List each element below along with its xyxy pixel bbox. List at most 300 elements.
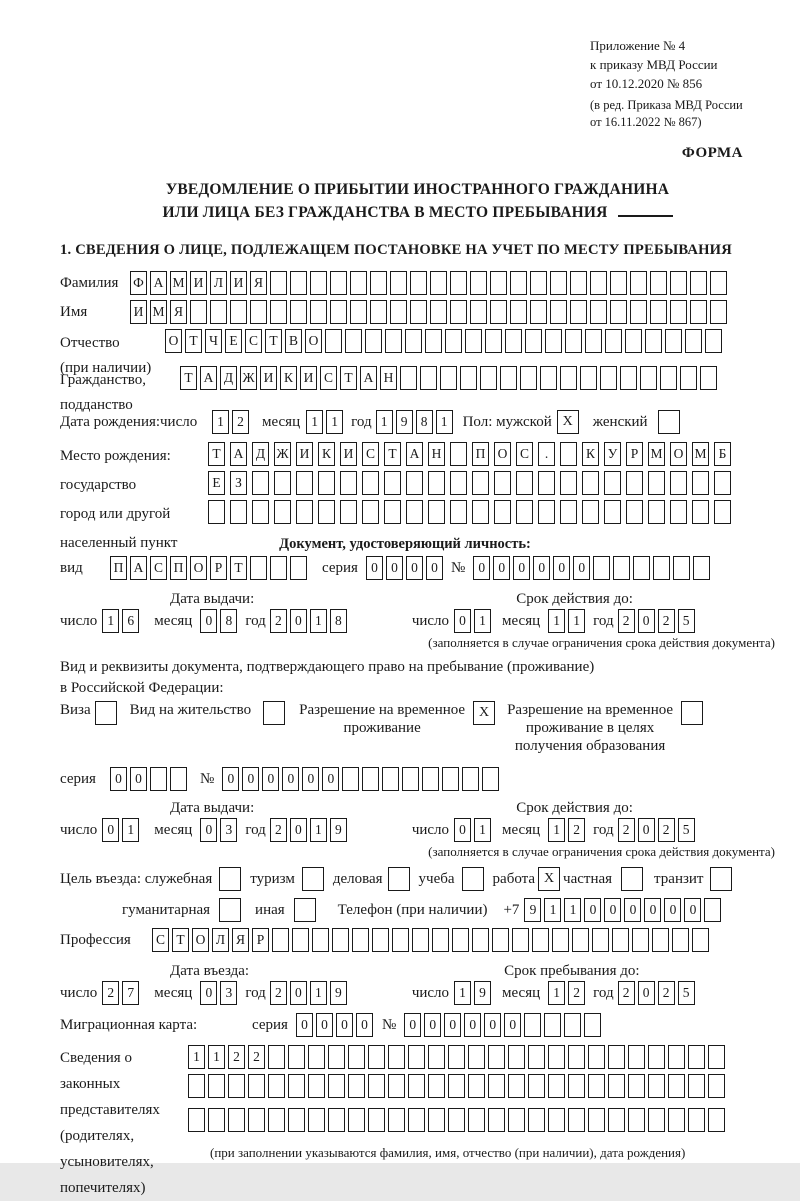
profession-cell[interactable]: С (152, 928, 169, 952)
doc-series-cell[interactable]: 0 (406, 556, 423, 580)
migration-card-series-cell[interactable]: 0 (316, 1013, 333, 1037)
surname-cell[interactable] (670, 271, 687, 295)
surname-cell[interactable] (530, 271, 547, 295)
surname-cell[interactable] (710, 271, 727, 295)
patronymic-cell[interactable] (385, 329, 402, 353)
birthplace-line3-cell[interactable] (516, 500, 533, 524)
citizenship-cell[interactable] (600, 366, 617, 390)
phone-number-cell[interactable]: 0 (624, 898, 641, 922)
migration-card-number-cell[interactable] (584, 1013, 601, 1037)
doc-issue-year-cell[interactable]: 2 (270, 609, 287, 633)
legal-rep-line3-cell[interactable] (668, 1108, 685, 1132)
phone-number-cell[interactable]: 0 (644, 898, 661, 922)
birthplace-line3-cell[interactable] (670, 500, 687, 524)
purpose-other-checkbox[interactable] (294, 898, 316, 922)
legal-rep-line1-cell[interactable] (368, 1045, 385, 1069)
birthplace-line3-cell[interactable] (362, 500, 379, 524)
legal-rep-line1-cell[interactable] (588, 1045, 605, 1069)
birthplace-line1-cell[interactable]: П (472, 442, 489, 466)
firstname-cell[interactable] (310, 300, 327, 324)
legal-rep-line1-cell[interactable] (508, 1045, 525, 1069)
doc-number-cell[interactable]: 0 (553, 556, 570, 580)
birthplace-line3-cell[interactable] (450, 500, 467, 524)
birth-year-cell[interactable]: 1 (376, 410, 393, 434)
patronymic-cell[interactable] (645, 329, 662, 353)
surname-cell[interactable] (570, 271, 587, 295)
patronymic-cell[interactable] (545, 329, 562, 353)
surname-cell[interactable] (390, 271, 407, 295)
residence-issue-day-cell[interactable]: 1 (122, 818, 139, 842)
firstname-cell[interactable] (370, 300, 387, 324)
legal-rep-line3-cell[interactable] (388, 1108, 405, 1132)
legal-rep-line2-cell[interactable] (628, 1074, 645, 1098)
doc-type-cell[interactable]: Р (210, 556, 227, 580)
firstname-cell[interactable] (190, 300, 207, 324)
citizenship-cell[interactable]: К (280, 366, 297, 390)
phone-number-cell[interactable] (704, 898, 721, 922)
birthplace-line3-cell[interactable] (318, 500, 335, 524)
birthplace-line2-cell[interactable] (604, 471, 621, 495)
doc-issue-year-cell[interactable]: 8 (330, 609, 347, 633)
surname-cell[interactable] (550, 271, 567, 295)
migration-card-series-cell[interactable]: 0 (356, 1013, 373, 1037)
migration-card-number-cell[interactable] (564, 1013, 581, 1037)
residence-doc-number-cell[interactable] (402, 767, 419, 791)
doc-type-cell[interactable] (270, 556, 287, 580)
legal-rep-line2-cell[interactable] (388, 1074, 405, 1098)
female-checkbox[interactable] (658, 410, 680, 434)
profession-cell[interactable] (332, 928, 349, 952)
profession-cell[interactable]: Я (232, 928, 249, 952)
birthplace-line2-cell[interactable] (362, 471, 379, 495)
birthplace-line3-cell[interactable] (208, 500, 225, 524)
doc-number-cell[interactable] (593, 556, 610, 580)
legal-rep-line3-cell[interactable] (628, 1108, 645, 1132)
residence-doc-series-cell[interactable] (150, 767, 167, 791)
residence-doc-number-cell[interactable]: 0 (222, 767, 239, 791)
legal-rep-line2-cell[interactable] (268, 1074, 285, 1098)
legal-rep-line3-cell[interactable] (488, 1108, 505, 1132)
birth-year-cell[interactable]: 1 (436, 410, 453, 434)
profession-cell[interactable] (572, 928, 589, 952)
doc-type-cell[interactable] (250, 556, 267, 580)
birthplace-line2-cell[interactable] (274, 471, 291, 495)
profession-cell[interactable] (392, 928, 409, 952)
citizenship-cell[interactable] (700, 366, 717, 390)
legal-rep-line1-cell[interactable] (428, 1045, 445, 1069)
birthplace-line1-cell[interactable]: С (516, 442, 533, 466)
profession-cell[interactable] (492, 928, 509, 952)
legal-rep-line1-cell[interactable] (708, 1045, 725, 1069)
purpose-official-checkbox[interactable] (219, 867, 241, 891)
birthplace-line2-cell[interactable]: З (230, 471, 247, 495)
legal-rep-line2-cell[interactable] (548, 1074, 565, 1098)
profession-cell[interactable] (312, 928, 329, 952)
legal-rep-line1-cell[interactable] (568, 1045, 585, 1069)
residence-doc-series-cell[interactable]: 0 (130, 767, 147, 791)
purpose-study-checkbox[interactable] (462, 867, 484, 891)
patronymic-cell[interactable]: С (245, 329, 262, 353)
phone-number-cell[interactable]: 0 (604, 898, 621, 922)
birthplace-line3-cell[interactable] (296, 500, 313, 524)
firstname-cell[interactable] (550, 300, 567, 324)
firstname-cell[interactable] (670, 300, 687, 324)
legal-rep-line2-cell[interactable] (448, 1074, 465, 1098)
surname-cell[interactable]: Я (250, 271, 267, 295)
legal-rep-line2-cell[interactable] (428, 1074, 445, 1098)
patronymic-cell[interactable] (405, 329, 422, 353)
birthplace-line2-cell[interactable] (384, 471, 401, 495)
citizenship-cell[interactable]: Ж (240, 366, 257, 390)
legal-rep-line3-cell[interactable] (348, 1108, 365, 1132)
birth-year-cell[interactable]: 9 (396, 410, 413, 434)
patronymic-cell[interactable] (485, 329, 502, 353)
birthplace-line3-cell[interactable] (428, 500, 445, 524)
legal-rep-line1-cell[interactable]: 1 (188, 1045, 205, 1069)
legal-rep-line3-cell[interactable] (528, 1108, 545, 1132)
surname-cell[interactable]: Ф (130, 271, 147, 295)
purpose-work-checkbox[interactable]: X (538, 867, 560, 891)
citizenship-cell[interactable] (420, 366, 437, 390)
legal-rep-line2-cell[interactable] (368, 1074, 385, 1098)
legal-rep-line2-cell[interactable] (208, 1074, 225, 1098)
birthplace-line3-cell[interactable] (604, 500, 621, 524)
birthplace-line2-cell[interactable] (692, 471, 709, 495)
birthplace-line2-cell[interactable] (648, 471, 665, 495)
residence-expiry-year-cell[interactable]: 2 (658, 818, 675, 842)
surname-cell[interactable] (470, 271, 487, 295)
firstname-cell[interactable] (570, 300, 587, 324)
migration-card-series-cell[interactable]: 0 (296, 1013, 313, 1037)
doc-number-cell[interactable]: 0 (493, 556, 510, 580)
residence-expiry-month-cell[interactable]: 2 (568, 818, 585, 842)
legal-rep-line3-cell[interactable] (548, 1108, 565, 1132)
birthplace-line2-cell[interactable] (494, 471, 511, 495)
surname-cell[interactable] (310, 271, 327, 295)
legal-rep-line1-cell[interactable] (668, 1045, 685, 1069)
residence-doc-number-cell[interactable] (362, 767, 379, 791)
surname-cell[interactable]: М (170, 271, 187, 295)
profession-cell[interactable] (552, 928, 569, 952)
firstname-cell[interactable]: И (130, 300, 147, 324)
birthplace-line3-cell[interactable] (626, 500, 643, 524)
doc-number-cell[interactable]: 0 (513, 556, 530, 580)
profession-cell[interactable] (532, 928, 549, 952)
birthplace-line2-cell[interactable] (516, 471, 533, 495)
birthplace-line2-cell[interactable] (714, 471, 731, 495)
profession-cell[interactable] (372, 928, 389, 952)
citizenship-cell[interactable] (560, 366, 577, 390)
legal-rep-line1-cell[interactable] (268, 1045, 285, 1069)
birth-day-cell[interactable]: 2 (232, 410, 249, 434)
birthplace-line2-cell[interactable] (538, 471, 555, 495)
legal-rep-line3-cell[interactable] (608, 1108, 625, 1132)
birth-month-cell[interactable]: 1 (326, 410, 343, 434)
birthplace-line3-cell[interactable] (648, 500, 665, 524)
profession-cell[interactable] (472, 928, 489, 952)
legal-rep-line1-cell[interactable] (288, 1045, 305, 1069)
birthplace-line1-cell[interactable]: М (692, 442, 709, 466)
migration-card-number-cell[interactable] (544, 1013, 561, 1037)
legal-rep-line2-cell[interactable] (408, 1074, 425, 1098)
birthplace-line3-cell[interactable] (560, 500, 577, 524)
birthplace-line3-cell[interactable] (494, 500, 511, 524)
migration-card-number-cell[interactable]: 0 (424, 1013, 441, 1037)
patronymic-cell[interactable] (565, 329, 582, 353)
patronymic-cell[interactable] (505, 329, 522, 353)
birthplace-line2-cell[interactable] (406, 471, 423, 495)
citizenship-cell[interactable]: И (260, 366, 277, 390)
temp-residence-edu-checkbox[interactable] (681, 701, 703, 725)
legal-rep-line3-cell[interactable] (508, 1108, 525, 1132)
doc-type-cell[interactable]: А (130, 556, 147, 580)
doc-expiry-year-cell[interactable]: 2 (618, 609, 635, 633)
legal-rep-line3-cell[interactable] (328, 1108, 345, 1132)
doc-issue-month-cell[interactable]: 0 (200, 609, 217, 633)
legal-rep-line1-cell[interactable] (528, 1045, 545, 1069)
firstname-cell[interactable] (330, 300, 347, 324)
entry-month-cell[interactable]: 3 (220, 981, 237, 1005)
firstname-cell[interactable] (350, 300, 367, 324)
doc-issue-day-cell[interactable]: 1 (102, 609, 119, 633)
legal-rep-line3-cell[interactable] (688, 1108, 705, 1132)
citizenship-cell[interactable] (580, 366, 597, 390)
birthplace-line3-cell[interactable] (230, 500, 247, 524)
patronymic-cell[interactable] (585, 329, 602, 353)
legal-rep-line2-cell[interactable] (668, 1074, 685, 1098)
patronymic-cell[interactable] (525, 329, 542, 353)
surname-cell[interactable]: А (150, 271, 167, 295)
legal-rep-line1-cell[interactable]: 2 (228, 1045, 245, 1069)
birthplace-line3-cell[interactable] (692, 500, 709, 524)
birthplace-line2-cell[interactable] (428, 471, 445, 495)
citizenship-cell[interactable] (440, 366, 457, 390)
citizenship-cell[interactable] (400, 366, 417, 390)
birthplace-line2-cell[interactable] (252, 471, 269, 495)
phone-number-cell[interactable]: 1 (544, 898, 561, 922)
doc-series-cell[interactable]: 0 (366, 556, 383, 580)
surname-cell[interactable] (450, 271, 467, 295)
phone-number-cell[interactable]: 0 (664, 898, 681, 922)
surname-cell[interactable] (630, 271, 647, 295)
surname-cell[interactable] (650, 271, 667, 295)
legal-rep-line3-cell[interactable] (248, 1108, 265, 1132)
patronymic-cell[interactable] (345, 329, 362, 353)
birthplace-line1-cell[interactable]: О (494, 442, 511, 466)
residence-doc-number-cell[interactable]: 0 (282, 767, 299, 791)
birthplace-line3-cell[interactable] (582, 500, 599, 524)
profession-cell[interactable] (612, 928, 629, 952)
legal-rep-line2-cell[interactable] (188, 1074, 205, 1098)
birthplace-line2-cell[interactable] (340, 471, 357, 495)
surname-cell[interactable] (610, 271, 627, 295)
legal-rep-line3-cell[interactable] (208, 1108, 225, 1132)
citizenship-cell[interactable]: И (300, 366, 317, 390)
birthplace-line1-cell[interactable]: И (296, 442, 313, 466)
surname-cell[interactable] (690, 271, 707, 295)
citizenship-cell[interactable]: Т (180, 366, 197, 390)
doc-type-cell[interactable]: П (110, 556, 127, 580)
legal-rep-line2-cell[interactable] (348, 1074, 365, 1098)
legal-rep-line3-cell[interactable] (408, 1108, 425, 1132)
citizenship-cell[interactable] (680, 366, 697, 390)
citizenship-cell[interactable] (460, 366, 477, 390)
birthplace-line1-cell[interactable]: Р (626, 442, 643, 466)
patronymic-cell[interactable] (685, 329, 702, 353)
legal-rep-line3-cell[interactable] (268, 1108, 285, 1132)
residence-doc-number-cell[interactable] (422, 767, 439, 791)
birthplace-line2-cell[interactable] (670, 471, 687, 495)
birthplace-line1-cell[interactable] (560, 442, 577, 466)
legal-rep-line3-cell[interactable] (228, 1108, 245, 1132)
doc-expiry-year-cell[interactable]: 5 (678, 609, 695, 633)
legal-rep-line1-cell[interactable] (648, 1045, 665, 1069)
male-checkbox[interactable]: X (557, 410, 579, 434)
doc-expiry-month-cell[interactable]: 1 (548, 609, 565, 633)
firstname-cell[interactable] (230, 300, 247, 324)
birthplace-line2-cell[interactable] (626, 471, 643, 495)
residence-issue-month-cell[interactable]: 3 (220, 818, 237, 842)
visa-checkbox[interactable] (95, 701, 117, 725)
birthplace-line1-cell[interactable]: С (362, 442, 379, 466)
temp-residence-checkbox[interactable]: X (473, 701, 495, 725)
doc-number-cell[interactable] (613, 556, 630, 580)
doc-issue-year-cell[interactable]: 0 (290, 609, 307, 633)
citizenship-cell[interactable]: С (320, 366, 337, 390)
legal-rep-line2-cell[interactable] (588, 1074, 605, 1098)
patronymic-cell[interactable]: Т (265, 329, 282, 353)
residence-doc-number-cell[interactable] (442, 767, 459, 791)
migration-card-number-cell[interactable]: 0 (484, 1013, 501, 1037)
patronymic-cell[interactable] (425, 329, 442, 353)
surname-cell[interactable] (430, 271, 447, 295)
doc-number-cell[interactable]: 0 (473, 556, 490, 580)
patronymic-cell[interactable]: Т (185, 329, 202, 353)
stay-until-year-cell[interactable]: 0 (638, 981, 655, 1005)
residence-doc-number-cell[interactable] (382, 767, 399, 791)
birthplace-line3-cell[interactable] (274, 500, 291, 524)
birthplace-line1-cell[interactable]: А (230, 442, 247, 466)
patronymic-cell[interactable]: В (285, 329, 302, 353)
patronymic-cell[interactable]: О (165, 329, 182, 353)
profession-cell[interactable] (592, 928, 609, 952)
birthplace-line1-cell[interactable]: Т (384, 442, 401, 466)
citizenship-cell[interactable]: Т (340, 366, 357, 390)
firstname-cell[interactable] (610, 300, 627, 324)
surname-cell[interactable] (290, 271, 307, 295)
birth-month-cell[interactable]: 1 (306, 410, 323, 434)
profession-cell[interactable]: О (192, 928, 209, 952)
birthplace-line2-cell[interactable]: Е (208, 471, 225, 495)
doc-number-cell[interactable] (653, 556, 670, 580)
firstname-cell[interactable] (630, 300, 647, 324)
entry-year-cell[interactable]: 9 (330, 981, 347, 1005)
firstname-cell[interactable] (270, 300, 287, 324)
entry-year-cell[interactable]: 1 (310, 981, 327, 1005)
patronymic-cell[interactable] (605, 329, 622, 353)
residence-doc-number-cell[interactable] (482, 767, 499, 791)
legal-rep-line1-cell[interactable] (348, 1045, 365, 1069)
surname-cell[interactable] (370, 271, 387, 295)
legal-rep-line1-cell[interactable] (388, 1045, 405, 1069)
migration-card-number-cell[interactable] (524, 1013, 541, 1037)
birthplace-line1-cell[interactable]: М (648, 442, 665, 466)
birthplace-line2-cell[interactable] (318, 471, 335, 495)
birthplace-line3-cell[interactable] (472, 500, 489, 524)
residence-doc-number-cell[interactable]: 0 (302, 767, 319, 791)
surname-cell[interactable]: Л (210, 271, 227, 295)
birth-year-cell[interactable]: 8 (416, 410, 433, 434)
surname-cell[interactable] (350, 271, 367, 295)
profession-cell[interactable]: Т (172, 928, 189, 952)
firstname-cell[interactable] (690, 300, 707, 324)
profession-cell[interactable]: Л (212, 928, 229, 952)
legal-rep-line3-cell[interactable] (468, 1108, 485, 1132)
legal-rep-line3-cell[interactable] (188, 1108, 205, 1132)
doc-number-cell[interactable] (633, 556, 650, 580)
migration-card-number-cell[interactable]: 0 (464, 1013, 481, 1037)
profession-cell[interactable] (692, 928, 709, 952)
stay-until-month-cell[interactable]: 1 (548, 981, 565, 1005)
legal-rep-line1-cell[interactable] (548, 1045, 565, 1069)
birthplace-line1-cell[interactable]: И (340, 442, 357, 466)
legal-rep-line2-cell[interactable] (568, 1074, 585, 1098)
patronymic-cell[interactable] (445, 329, 462, 353)
residence-doc-number-cell[interactable]: 0 (242, 767, 259, 791)
firstname-cell[interactable] (290, 300, 307, 324)
citizenship-cell[interactable] (620, 366, 637, 390)
birthplace-line3-cell[interactable] (384, 500, 401, 524)
citizenship-cell[interactable] (640, 366, 657, 390)
citizenship-cell[interactable] (660, 366, 677, 390)
legal-rep-line1-cell[interactable]: 2 (248, 1045, 265, 1069)
doc-expiry-day-cell[interactable]: 1 (474, 609, 491, 633)
birthplace-line1-cell[interactable]: Т (208, 442, 225, 466)
doc-series-cell[interactable]: 0 (386, 556, 403, 580)
entry-year-cell[interactable]: 2 (270, 981, 287, 1005)
stay-until-year-cell[interactable]: 2 (658, 981, 675, 1005)
profession-cell[interactable] (652, 928, 669, 952)
legal-rep-line3-cell[interactable] (588, 1108, 605, 1132)
firstname-cell[interactable]: М (150, 300, 167, 324)
entry-day-cell[interactable]: 2 (102, 981, 119, 1005)
profession-cell[interactable] (512, 928, 529, 952)
residence-permit-checkbox[interactable] (263, 701, 285, 725)
legal-rep-line2-cell[interactable] (308, 1074, 325, 1098)
residence-doc-series-cell[interactable]: 0 (110, 767, 127, 791)
legal-rep-line2-cell[interactable] (228, 1074, 245, 1098)
citizenship-cell[interactable] (520, 366, 537, 390)
doc-type-cell[interactable]: П (170, 556, 187, 580)
phone-number-cell[interactable]: 1 (564, 898, 581, 922)
birthplace-line1-cell[interactable]: К (582, 442, 599, 466)
entry-day-cell[interactable]: 7 (122, 981, 139, 1005)
purpose-business-checkbox[interactable] (388, 867, 410, 891)
firstname-cell[interactable] (430, 300, 447, 324)
patronymic-cell[interactable]: Е (225, 329, 242, 353)
legal-rep-line2-cell[interactable] (468, 1074, 485, 1098)
legal-rep-line1-cell[interactable] (468, 1045, 485, 1069)
profession-cell[interactable] (272, 928, 289, 952)
doc-type-cell[interactable]: С (150, 556, 167, 580)
patronymic-cell[interactable] (465, 329, 482, 353)
citizenship-cell[interactable]: Н (380, 366, 397, 390)
doc-number-cell[interactable]: 0 (533, 556, 550, 580)
entry-year-cell[interactable]: 0 (290, 981, 307, 1005)
residence-doc-number-cell[interactable]: 0 (322, 767, 339, 791)
surname-cell[interactable] (270, 271, 287, 295)
profession-cell[interactable] (432, 928, 449, 952)
